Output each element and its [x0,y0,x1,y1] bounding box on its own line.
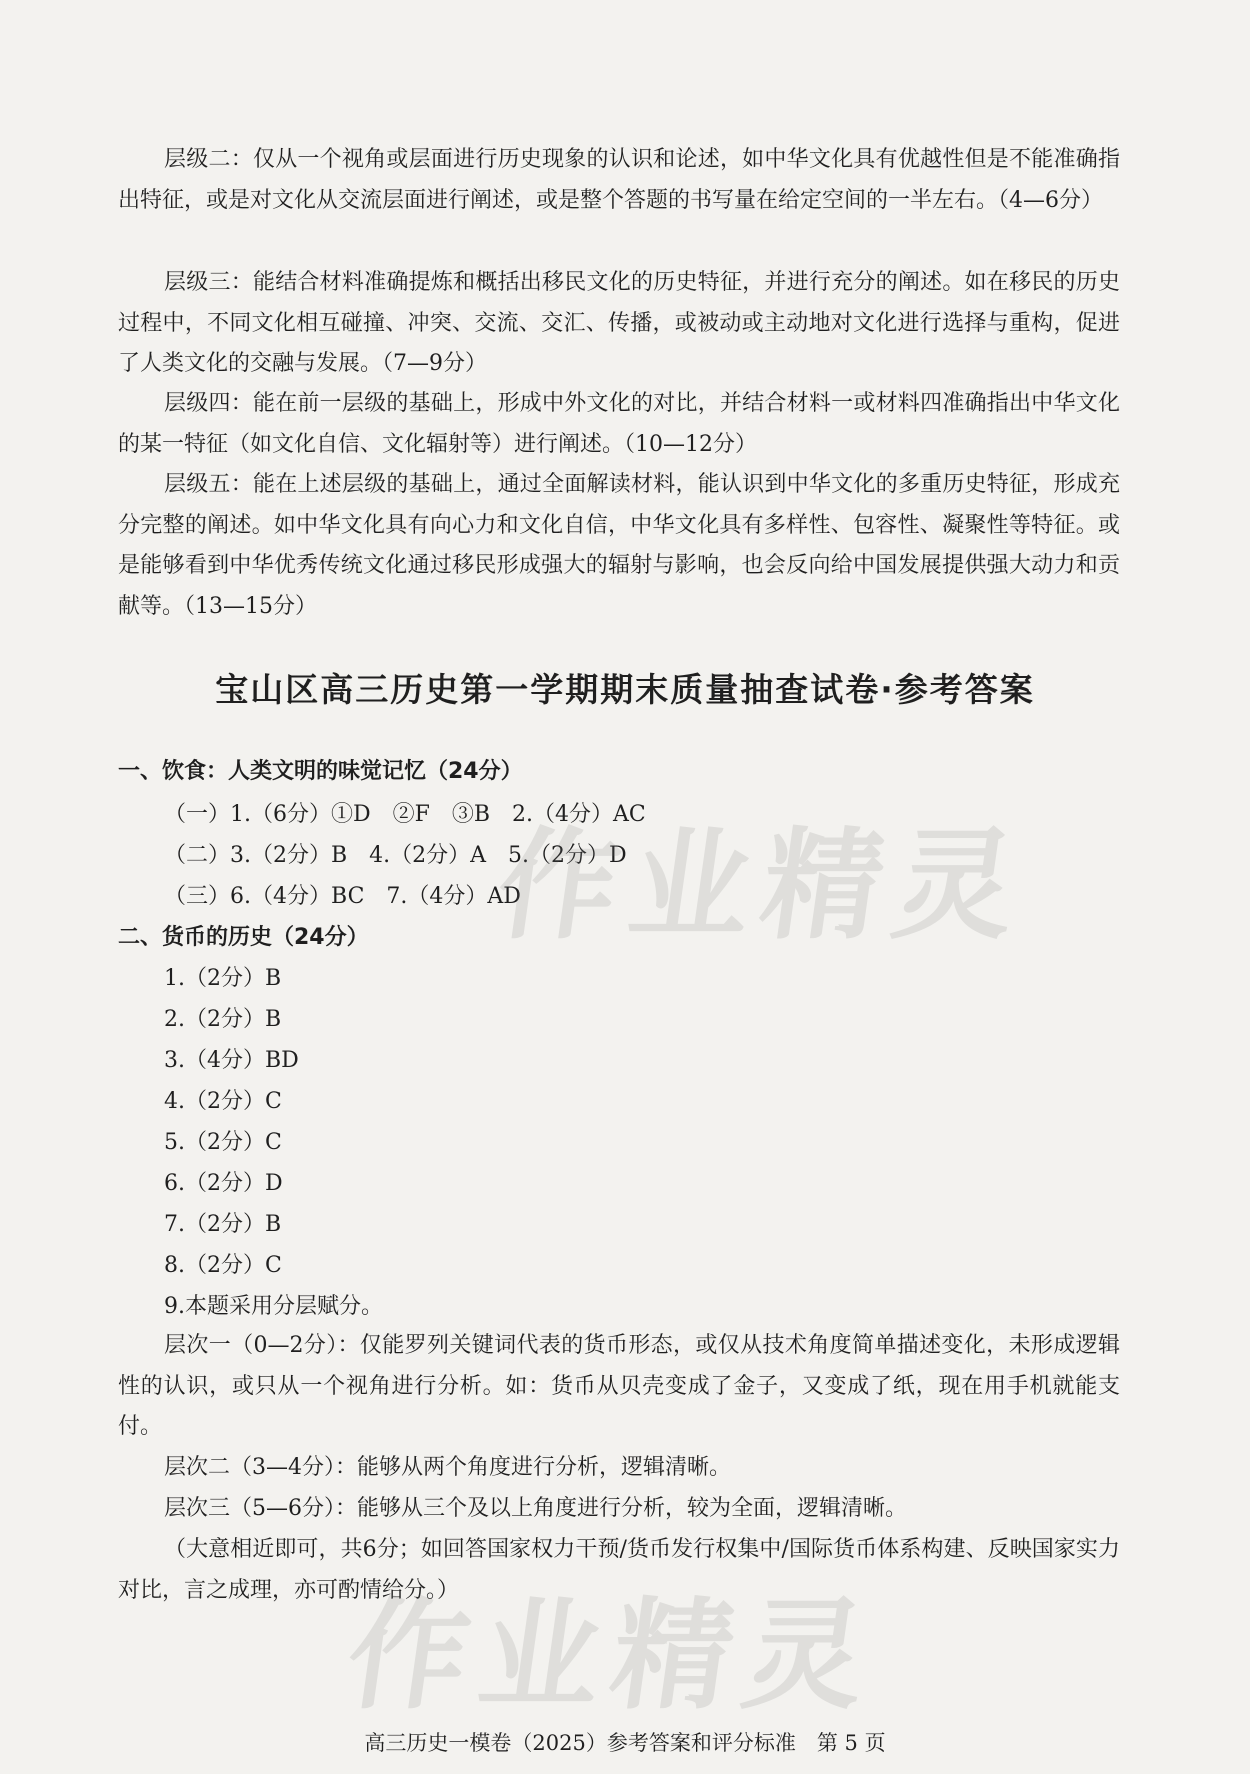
section-2-answer-2: 2.（2分）B [164,1007,282,1032]
level-2-paragraph: 层级二：仅从一个视角或层面进行历史现象的认识和论述，如中华文化具有优越性但是不能准确指出特征，或是对文化从交流层面进行阐述，或是整个答题的书写量在给定空间的一半左右。（4—6分） [118,147,1120,213]
section-2-answer-9: 9.本题采用分层赋分。 [164,1294,383,1319]
watermark-top: 作业精灵 [488,817,1037,956]
level-5-paragraph: 层级五：能在上述层级的基础上，通过全面解读材料，能认识到中华文化的多重历史特征，形成充分完整的阐述。如中华文化具有向心力和文化自信，中华文化具有多样性、包容性、凝聚性等特征。或是能够看到中华优秀传统文化通过移民形成强大的辐射与影响，也会反向给中国发展提供强大动力和贡献等。（13—15分） [118,472,1120,619]
tier-1-paragraph: 层次一（0—2分）：仅能罗列关键词代表的货币形态，或仅从技术角度简单描述变化，未形成逻辑性的认识，或只从一个视角进行分析。如：货币从贝壳变成了金子，又变成了纸，现在用手机就能支付。 [118,1333,1120,1439]
section-2-heading: 二、货币的历史（24分） [118,925,369,950]
section-1-heading: 一、饮食：人类文明的味觉记忆（24分） [118,759,523,784]
section-1-line-2: （二）3.（2分）B 4.（2分）A 5.（2分）D [164,843,627,868]
section-2-answer-3: 3.（4分）BD [164,1048,299,1073]
answer-key-title: 宝山区高三历史第一学期期末质量抽查试卷·参考答案 [215,670,1035,709]
scoring-note-paragraph: （大意相近即可，共6分；如回答国家权力干预/货币发行权集中/国际货币体系构建、反映国家实力对比，言之成理，亦可酌情给分。） [118,1537,1120,1603]
section-2-answer-6: 6.（2分）D [164,1171,283,1196]
section-2-answer-4: 4.（2分）C [164,1089,282,1114]
level-3-paragraph: 层级三：能结合材料准确提炼和概括出移民文化的历史特征，并进行充分的阐述。如在移民的历史过程中，不同文化相互碰撞、冲突、交流、交汇、传播，或被动或主动地对文化进行选择与重构，促进了人类文化的交融与发展。（7—9分） [118,270,1120,376]
section-2-answer-7: 7.（2分）B [164,1212,282,1237]
tier-3-paragraph: 层次三（5—6分）：能够从三个及以上角度进行分析，较为全面，逻辑清晰。 [164,1496,907,1521]
section-1-line-3: （三）6.（4分）BC 7.（4分）AD [164,884,521,909]
tier-2-paragraph: 层次二（3—4分）：能够从两个角度进行分析，逻辑清晰。 [164,1455,731,1480]
level-4-paragraph: 层级四：能在前一层级的基础上，形成中外文化的对比，并结合材料一或材料四准确指出中华文化的某一特征（如文化自信、文化辐射等）进行阐述。（10—12分） [118,391,1120,457]
section-2-answer-1: 1.（2分）B [164,966,282,991]
section-1-line-1: （一）1.（6分）①D ②F ③B 2.（4分）AC [164,802,646,827]
page-footer: 高三历史一模卷（2025）参考答案和评分标准 第 5 页 [364,1731,886,1755]
section-2-answer-8: 8.（2分）C [164,1253,282,1278]
watermark-bottom: 作业精灵 [338,1587,887,1726]
section-2-answer-5: 5.（2分）C [164,1130,282,1155]
